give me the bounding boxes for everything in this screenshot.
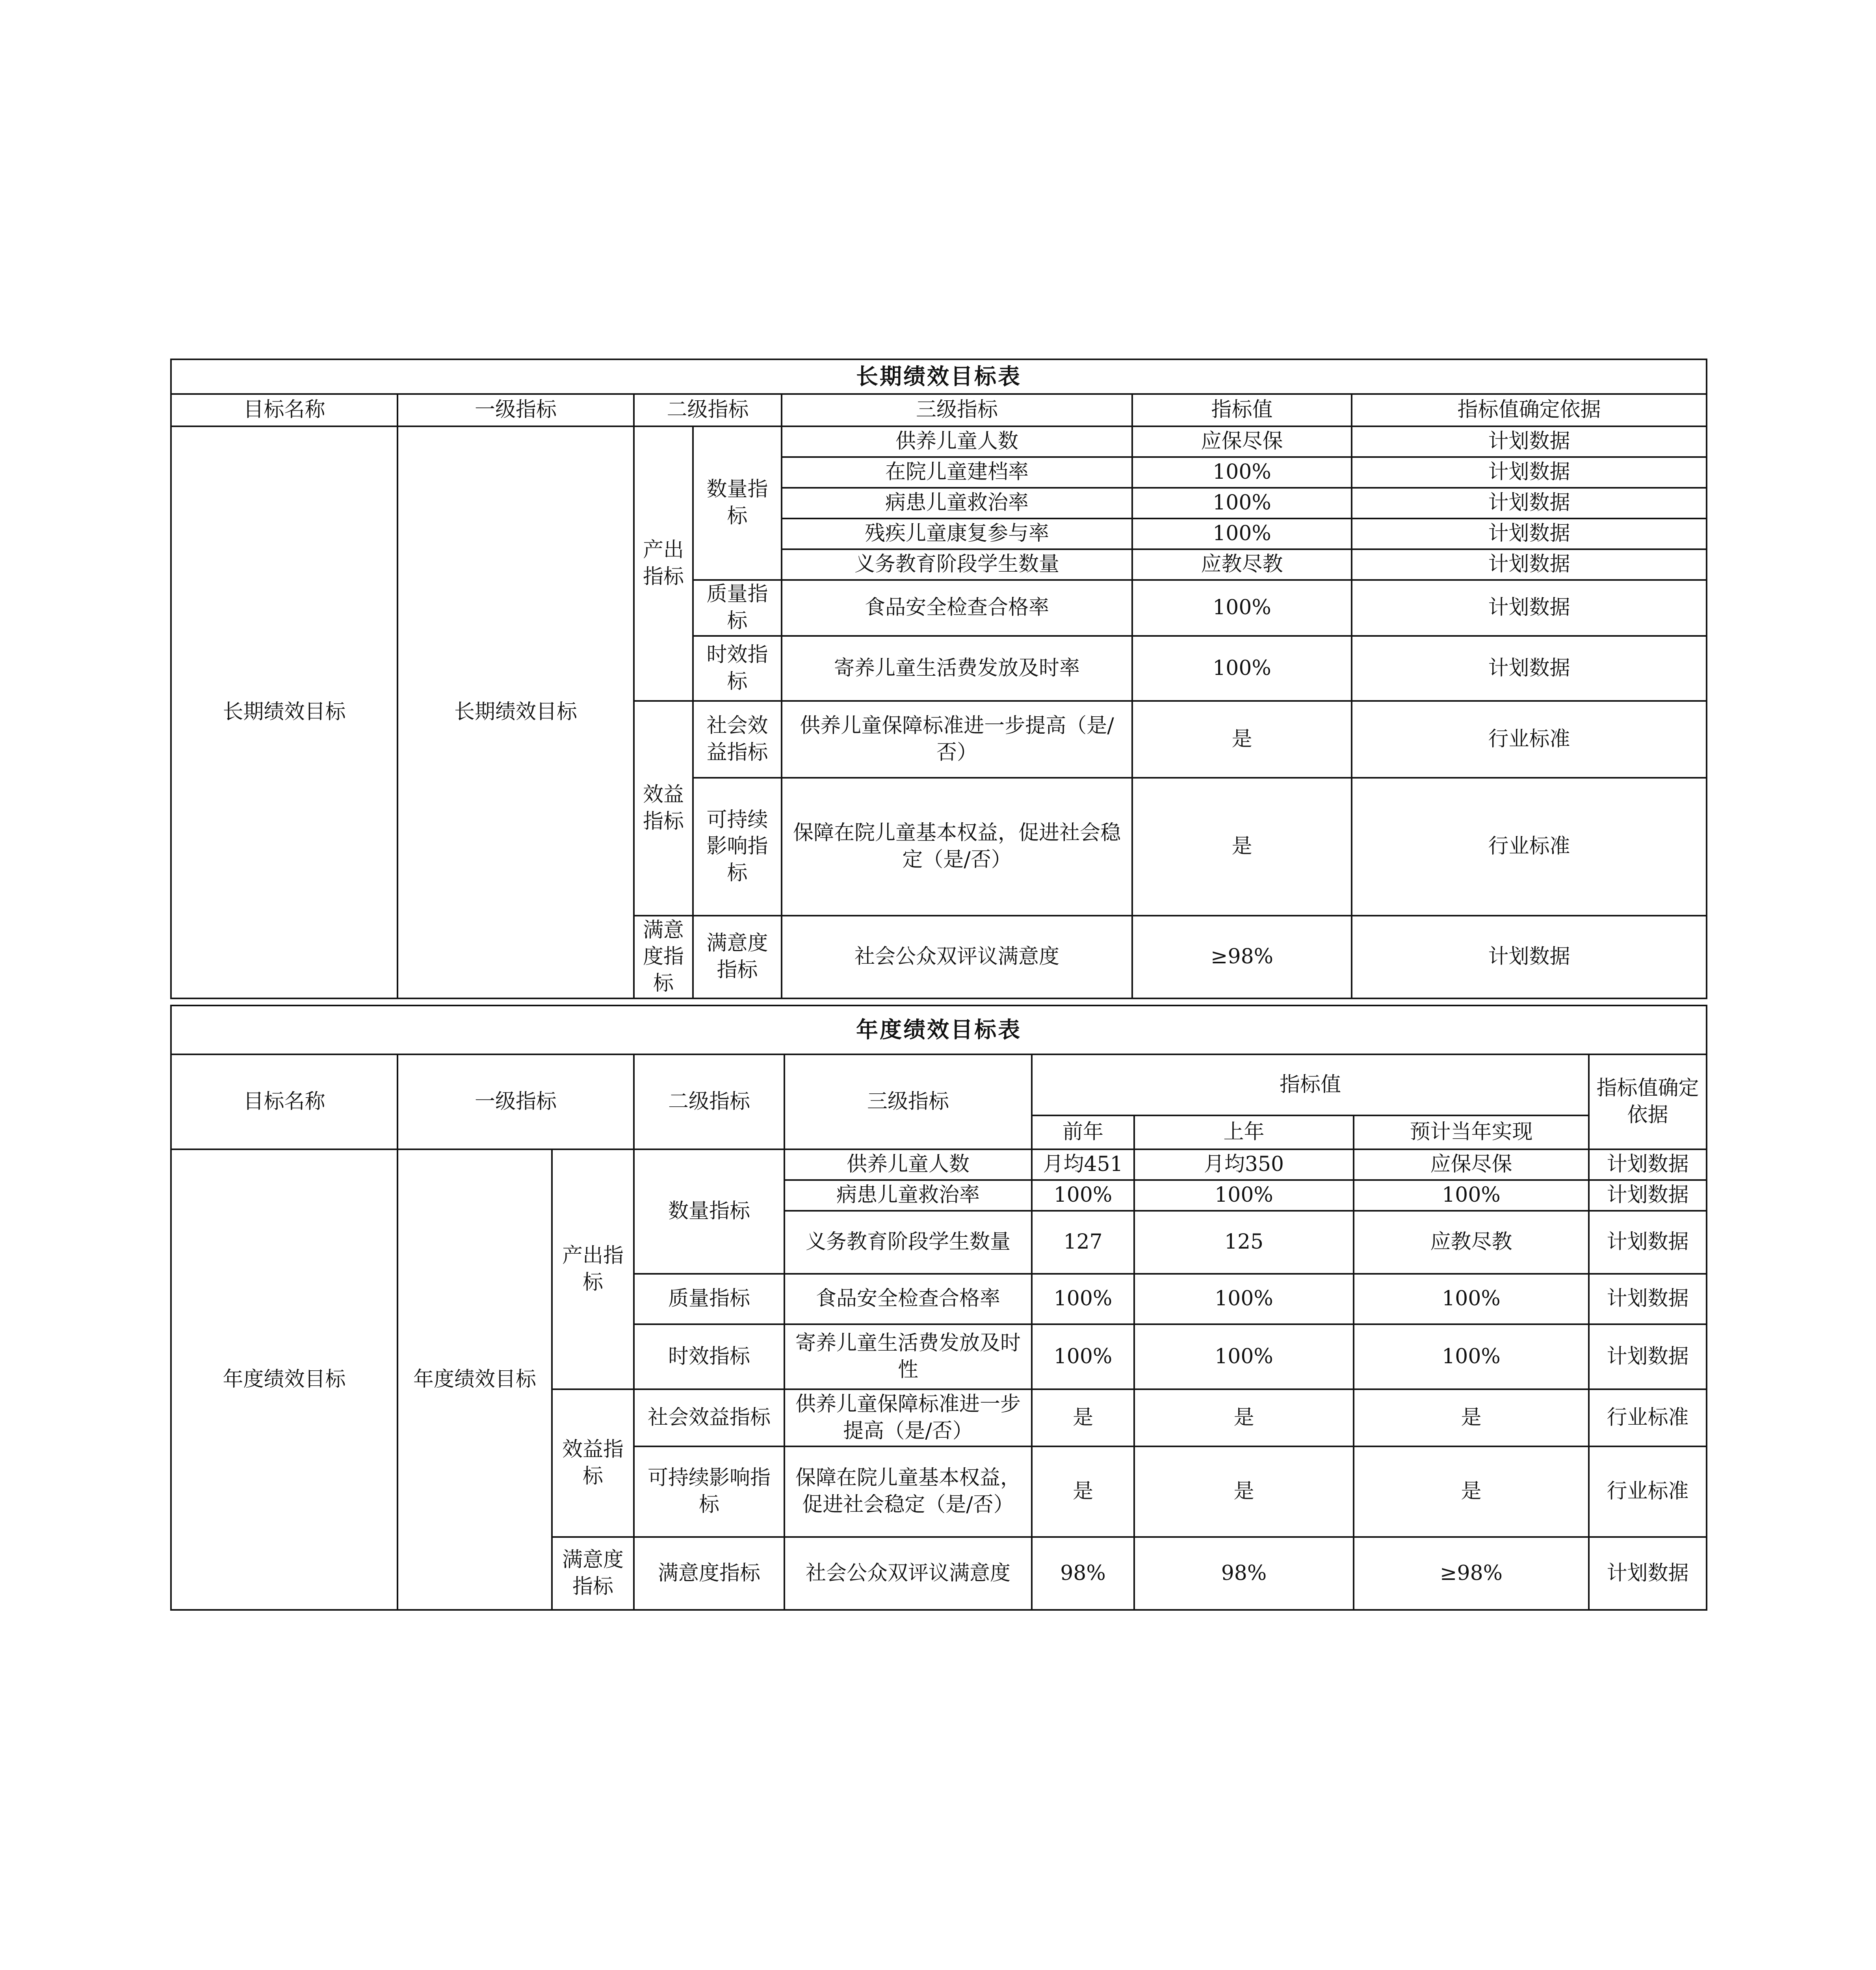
- level3-name: 社会公众双评议满意度: [782, 916, 1132, 998]
- level3-name: 在院儿童建档率: [782, 457, 1132, 488]
- level1-cell: 年度绩效目标: [397, 1149, 552, 1610]
- indicator-value: ≥98%: [1132, 916, 1352, 998]
- header-prev-year: 前年: [1032, 1115, 1134, 1149]
- level3-name: 食品安全检查合格率: [782, 580, 1132, 636]
- value-expected: 应保尽保: [1354, 1149, 1589, 1180]
- header-level2: 二级指标: [634, 1054, 784, 1149]
- value-last: 100%: [1134, 1180, 1354, 1211]
- level3-name: 供养儿童保障标准进一步提高（是/否）: [784, 1389, 1032, 1446]
- group-output: 产出指标: [552, 1149, 634, 1389]
- level3-name: 供养儿童人数: [782, 426, 1132, 457]
- group-satisfaction: 满意度指标: [552, 1537, 634, 1610]
- level2-satisfaction: 满意度指标: [634, 1537, 784, 1610]
- level2-social: 社会效益指标: [634, 1389, 784, 1446]
- indicator-basis: 计划数据: [1352, 549, 1707, 580]
- header-level3: 三级指标: [782, 394, 1132, 426]
- indicator-basis: 计划数据: [1589, 1180, 1707, 1211]
- indicator-basis: 计划数据: [1589, 1537, 1707, 1610]
- header-basis: 指标值确定依据: [1352, 394, 1707, 426]
- level2-social: 社会效益指标: [693, 701, 782, 778]
- level3-name: 寄养儿童生活费发放及时率: [782, 636, 1132, 701]
- indicator-basis: 计划数据: [1589, 1211, 1707, 1274]
- value-last: 是: [1134, 1389, 1354, 1446]
- indicator-basis: 行业标准: [1352, 778, 1707, 916]
- level1-cell: 长期绩效目标: [397, 426, 634, 998]
- header-goal-name: 目标名称: [171, 1054, 397, 1149]
- value-prev: 100%: [1032, 1180, 1134, 1211]
- indicator-value: 100%: [1132, 580, 1352, 636]
- header-level1: 一级指标: [397, 394, 634, 426]
- level2-quality: 质量指标: [693, 580, 782, 636]
- group-benefit: 效益指标: [552, 1389, 634, 1537]
- indicator-basis: 计划数据: [1352, 488, 1707, 519]
- level3-name: 病患儿童救治率: [784, 1180, 1032, 1211]
- indicator-basis: 行业标准: [1352, 701, 1707, 778]
- indicator-basis: 行业标准: [1589, 1389, 1707, 1446]
- level3-name: 供养儿童保障标准进一步提高（是/否）: [782, 701, 1132, 778]
- level3-name: 保障在院儿童基本权益，促进社会稳定（是/否）: [782, 778, 1132, 916]
- level2-timeliness: 时效指标: [693, 636, 782, 701]
- value-expected: 100%: [1354, 1324, 1589, 1389]
- value-prev: 是: [1032, 1446, 1134, 1537]
- value-last: 是: [1134, 1446, 1354, 1537]
- indicator-value: 100%: [1132, 519, 1352, 549]
- indicator-value: 应教尽教: [1132, 549, 1352, 580]
- level3-name: 义务教育阶段学生数量: [784, 1211, 1032, 1274]
- level2-satisfaction: 满意度指标: [693, 916, 782, 998]
- indicator-value: 100%: [1132, 636, 1352, 701]
- level2-quality: 质量指标: [634, 1274, 784, 1324]
- header-level2: 二级指标: [634, 394, 782, 426]
- level2-sustain: 可持续影响指标: [634, 1446, 784, 1537]
- indicator-value: 应保尽保: [1132, 426, 1352, 457]
- value-expected: 是: [1354, 1446, 1589, 1537]
- level2-sustain: 可持续影响指标: [693, 778, 782, 916]
- header-goal-name: 目标名称: [171, 394, 397, 426]
- level2-quantity: 数量指标: [693, 426, 782, 580]
- header-value: 指标值: [1132, 394, 1352, 426]
- value-prev: 127: [1032, 1211, 1134, 1274]
- header-value: 指标值: [1032, 1054, 1589, 1115]
- indicator-basis: 计划数据: [1352, 457, 1707, 488]
- indicator-value: 是: [1132, 778, 1352, 916]
- goal-name-cell: 长期绩效目标: [171, 426, 397, 998]
- indicator-basis: 计划数据: [1589, 1274, 1707, 1324]
- value-last: 100%: [1134, 1274, 1354, 1324]
- value-prev: 是: [1032, 1389, 1134, 1446]
- indicator-value: 100%: [1132, 457, 1352, 488]
- level3-name: 食品安全检查合格率: [784, 1274, 1032, 1324]
- indicator-basis: 计划数据: [1589, 1324, 1707, 1389]
- indicator-basis: 行业标准: [1589, 1446, 1707, 1537]
- indicator-basis: 计划数据: [1352, 580, 1707, 636]
- value-expected: 应教尽教: [1354, 1211, 1589, 1274]
- goal-name-cell: 年度绩效目标: [171, 1149, 397, 1610]
- indicator-basis: 计划数据: [1352, 519, 1707, 549]
- value-expected: 是: [1354, 1389, 1589, 1446]
- level3-name: 义务教育阶段学生数量: [782, 549, 1132, 580]
- value-last: 100%: [1134, 1324, 1354, 1389]
- value-expected: 100%: [1354, 1180, 1589, 1211]
- value-last: 125: [1134, 1211, 1354, 1274]
- indicator-value: 是: [1132, 701, 1352, 778]
- long-term-table-title: 长期绩效目标表: [171, 359, 1707, 394]
- indicator-basis: 计划数据: [1352, 916, 1707, 998]
- annual-table-title: 年度绩效目标表: [171, 1005, 1707, 1054]
- header-level1: 一级指标: [397, 1054, 634, 1149]
- level3-name: 保障在院儿童基本权益，促进社会稳定（是/否）: [784, 1446, 1032, 1537]
- indicator-basis: 计划数据: [1352, 426, 1707, 457]
- header-expected: 预计当年实现: [1354, 1115, 1589, 1149]
- level3-name: 残疾儿童康复参与率: [782, 519, 1132, 549]
- header-basis: 指标值确定依据: [1589, 1054, 1707, 1149]
- value-expected: 100%: [1354, 1274, 1589, 1324]
- value-last: 98%: [1134, 1537, 1354, 1610]
- value-prev: 100%: [1032, 1274, 1134, 1324]
- value-prev: 100%: [1032, 1324, 1134, 1389]
- level3-name: 供养儿童人数: [784, 1149, 1032, 1180]
- value-last: 月均350: [1134, 1149, 1354, 1180]
- level3-name: 寄养儿童生活费发放及时性: [784, 1324, 1032, 1389]
- indicator-basis: 计划数据: [1352, 636, 1707, 701]
- long-term-target-table: [170, 359, 1707, 999]
- group-satisfaction: 满意度指标: [634, 916, 693, 998]
- value-expected: ≥98%: [1354, 1537, 1589, 1610]
- level2-quantity: 数量指标: [634, 1149, 784, 1274]
- group-output: 产出指标: [634, 426, 693, 701]
- group-benefit: 效益指标: [634, 701, 693, 916]
- indicator-basis: 计划数据: [1589, 1149, 1707, 1180]
- value-prev: 月均451: [1032, 1149, 1134, 1180]
- header-last-year: 上年: [1134, 1115, 1354, 1149]
- level3-name: 病患儿童救治率: [782, 488, 1132, 519]
- level3-name: 社会公众双评议满意度: [784, 1537, 1032, 1610]
- annual-target-table: [170, 1005, 1707, 1611]
- indicator-value: 100%: [1132, 488, 1352, 519]
- level2-timeliness: 时效指标: [634, 1324, 784, 1389]
- value-prev: 98%: [1032, 1537, 1134, 1610]
- header-level3: 三级指标: [784, 1054, 1032, 1149]
